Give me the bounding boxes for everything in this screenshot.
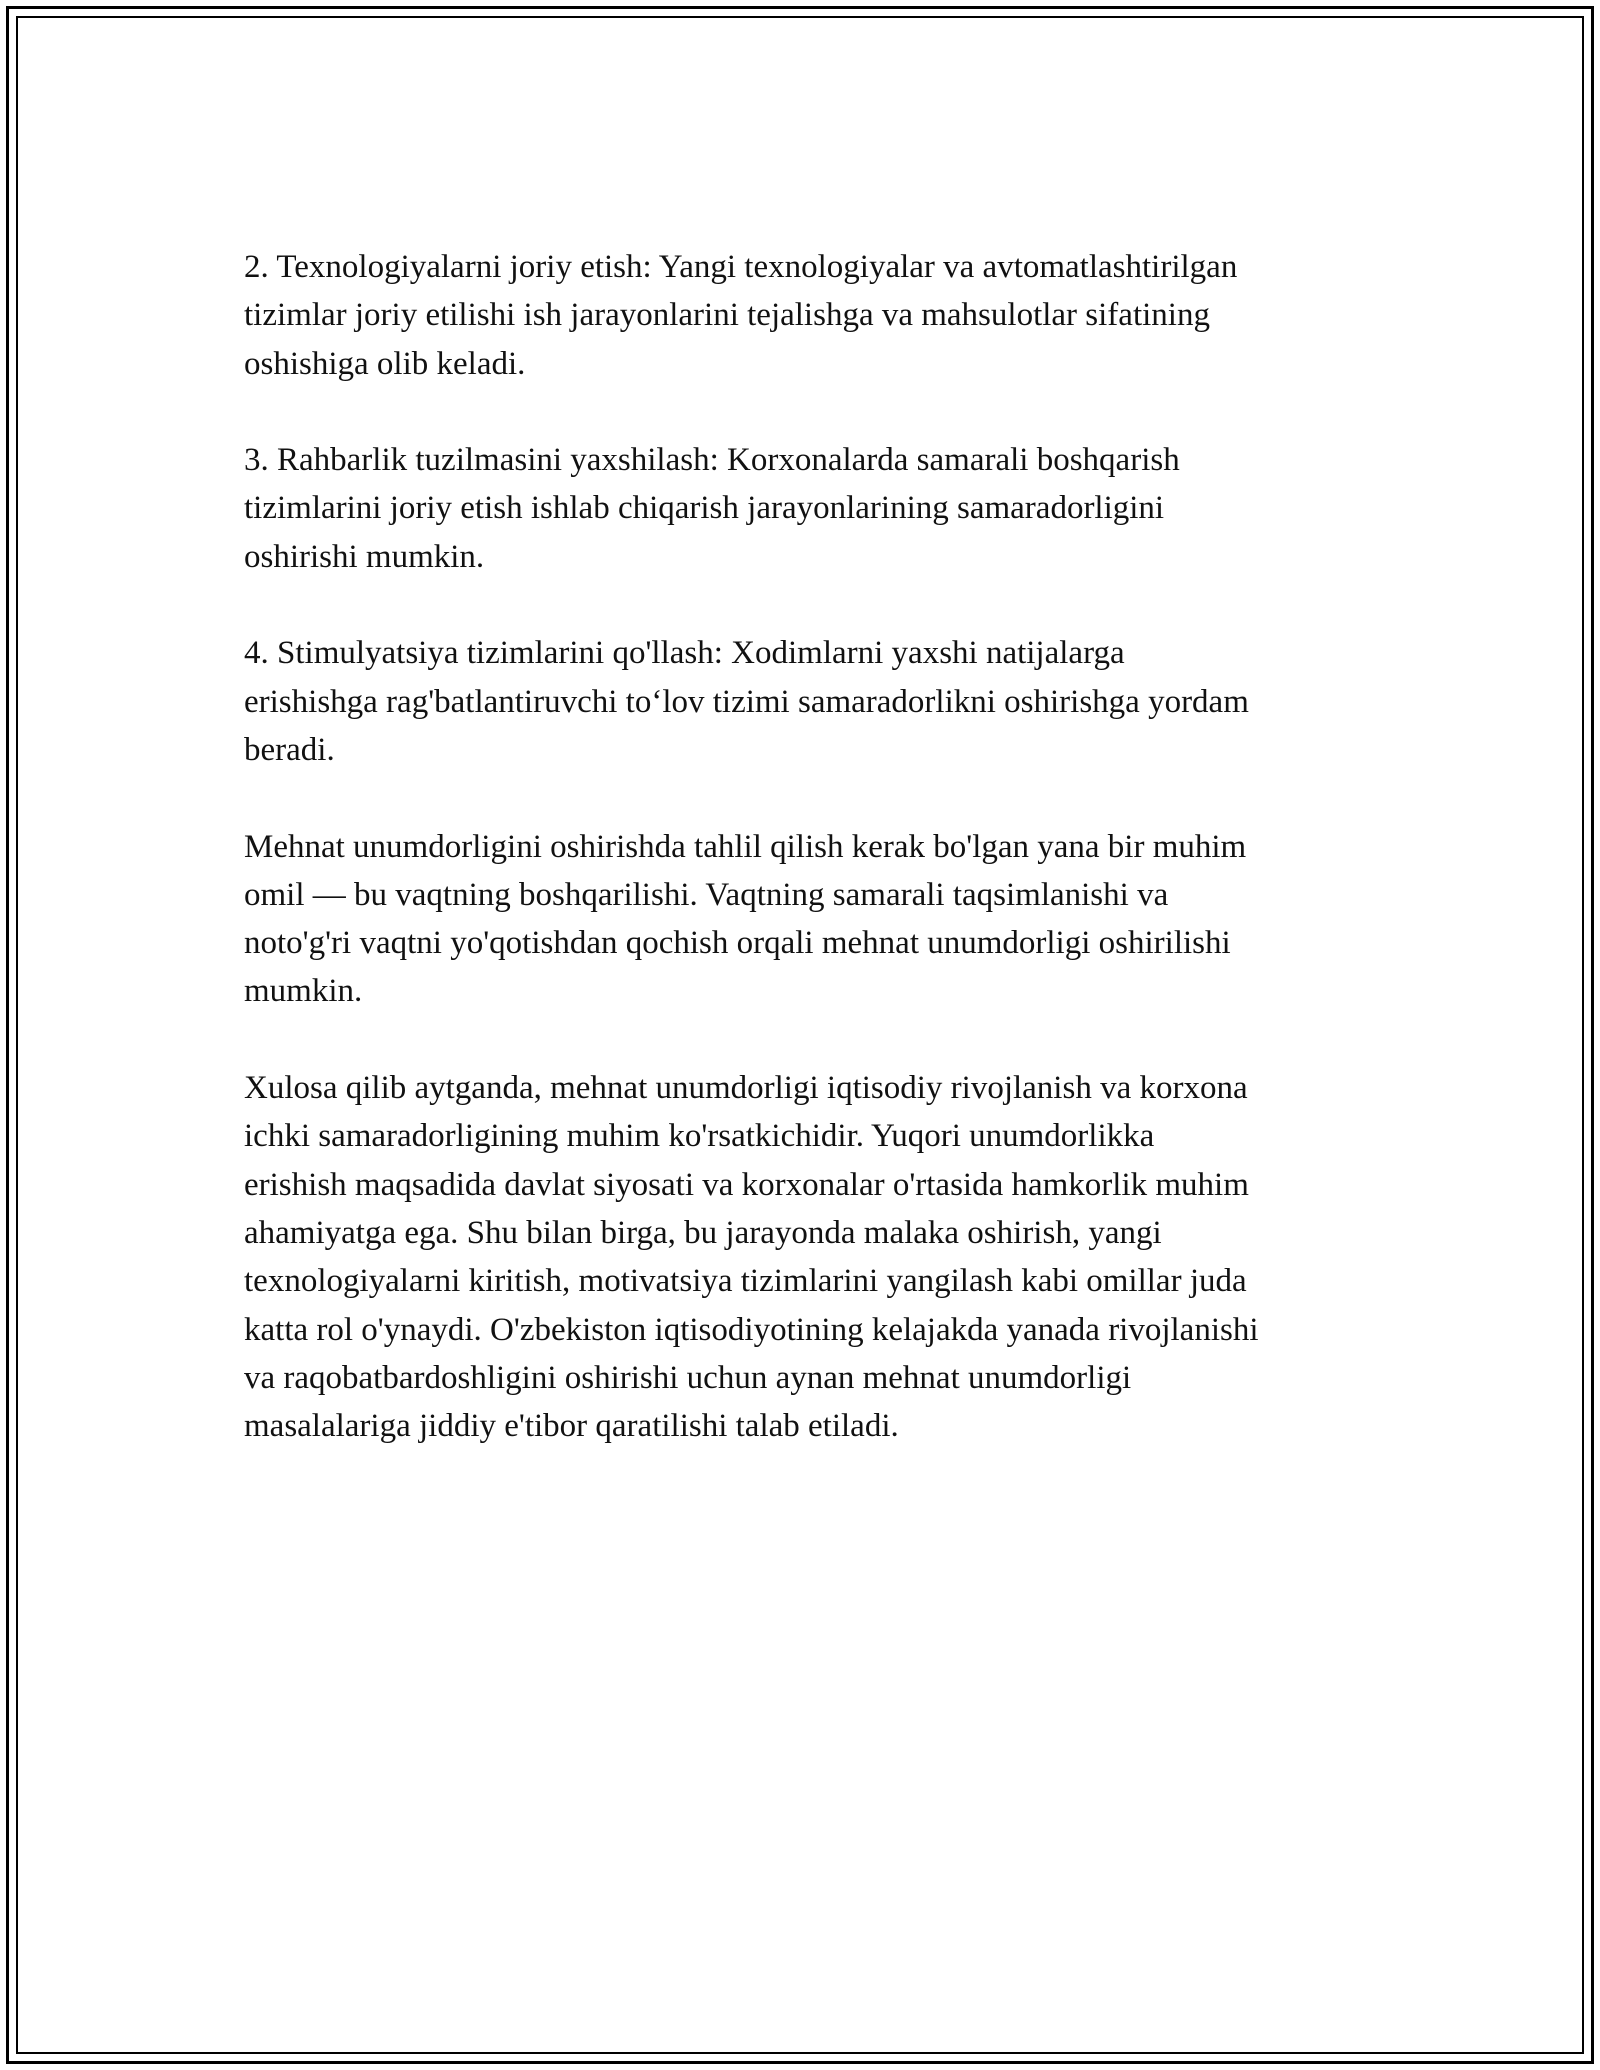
document-body xyxy=(244,243,1394,1499)
paragraph-management-structure: 3. Rahbarlik tuzilmasini yaxshilash: Korxonalarda samarali boshqarish tizimlarini joriy etish ishlab chiqarish jarayonlarining samaradorligini oshirishi mumkin. xyxy=(244,442,1180,575)
paragraph-conclusion: Xulosa qilib aytganda, mehnat unumdorligi iqtisodiy rivojlanish va korxona ichki samaradorligining muhim ko'rsatkichidir. Yuqori unumdorlikka erishish maqsadida davlat siyosati va korxonalar o'rtasida hamkorlik muhim ahamiyatga ega. Shu bilan birga, bu jarayonda malaka oshirish, yangi texnologiyalarni kiritish, motivatsiya tizimlarini yangilash kabi omillar juda katta rol o'ynaydi. O'zbekiston iqtisodiyotining kelajakda yanada rivojlanishi va raqobatbardoshligini oshirishi uchun aynan mehnat unumdorligi masalalariga jiddiy e'tibor qaratilishi talab etiladi. xyxy=(244,1070,1259,1445)
paragraph-incentive-systems: 4. Stimulyatsiya tizimlarini qo'llash: Xodimlarni yaxshi natijalarga erishishga rag'batlantiruvchi to‘lov tizimi samaradorlikni oshirishga yordam beradi. xyxy=(244,635,1249,768)
paragraph-time-management: Mehnat unumdorligini oshirishda tahlil qilish kerak bo'lgan yana bir muhim omil — bu vaqtning boshqarilishi. Vaqtning samarali taqsimlanishi va noto'g'ri vaqtni yo'qotishdan qochish orqali mehnat unumdorligi oshirilishi mumkin. xyxy=(244,828,1247,1010)
paragraph-technology-adoption: 2. Texnologiyalarni joriy etish: Yangi texnologiyalar va avtomatlashtirilgan tizimlar joriy etilishi ish jarayonlarini tejalishga va mahsulotlar sifatining oshishiga olib keladi. xyxy=(244,249,1238,382)
page-frame xyxy=(6,6,1594,2064)
